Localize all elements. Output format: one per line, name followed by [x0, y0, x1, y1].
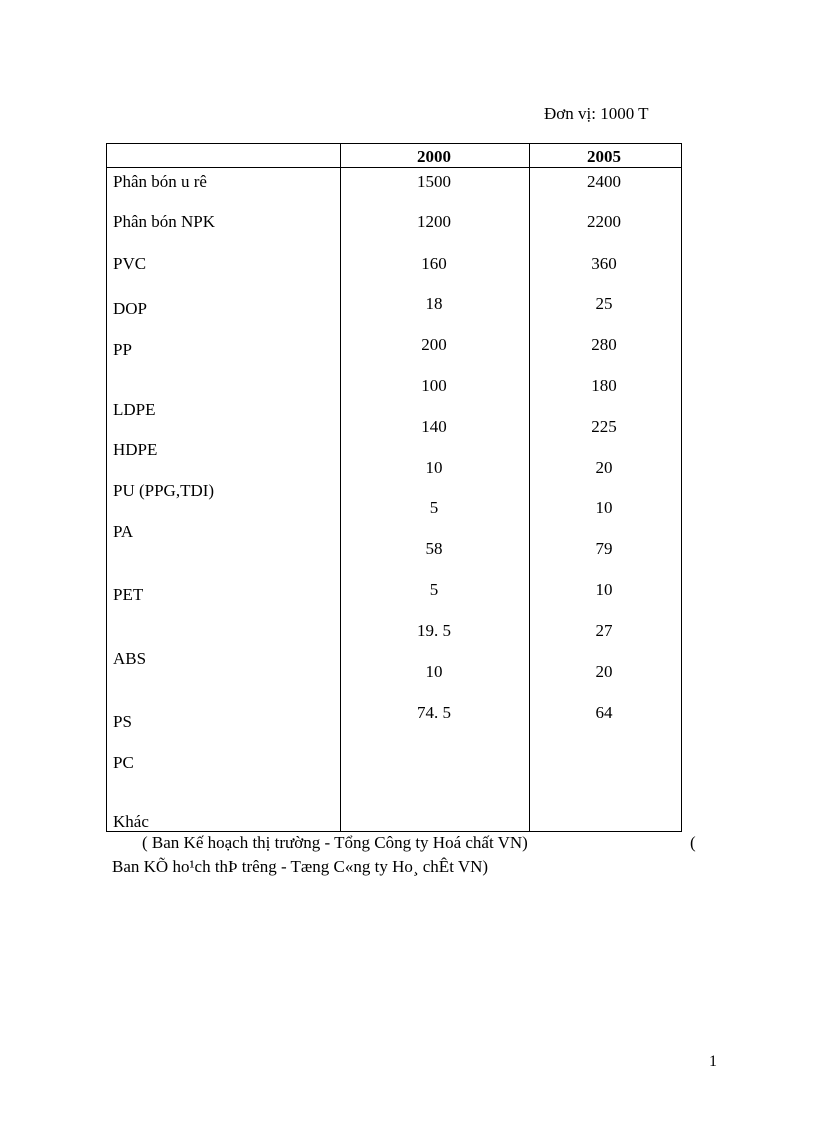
row-label: PC [113, 753, 134, 772]
cell-2000: 160 [421, 254, 447, 273]
cell-2005: 360 [591, 254, 617, 273]
page-number: 1 [709, 1053, 717, 1070]
cell-2005: 20 [595, 662, 613, 681]
cell-2005: 20 [595, 458, 613, 477]
row-label: HDPE [113, 440, 158, 459]
column-divider [529, 144, 530, 831]
source-note-garbled: Ban KÕ ho¹ch thÞ trêng - Tæng C«ng ty Ho¸ chÊt VN) [112, 857, 489, 876]
cell-2000: 200 [421, 335, 447, 354]
cell-2005: 2400 [587, 172, 621, 191]
cell-2000: 1500 [417, 172, 451, 191]
row-label: Phân bón u rê [113, 172, 207, 191]
cell-2000: 5 [429, 580, 439, 599]
row-label: PS [113, 712, 132, 731]
cell-2005: 79 [595, 539, 613, 558]
cell-2005: 64 [595, 703, 613, 722]
cell-2005: 280 [591, 335, 617, 354]
row-label: Khác [113, 812, 149, 831]
cell-2005: 25 [595, 294, 613, 313]
row-label: PU (PPG,TDI) [113, 481, 215, 500]
row-label: PVC [113, 254, 147, 273]
cell-2005: 180 [591, 376, 617, 395]
cell-2000: 18 [425, 294, 443, 313]
cell-2000: 10 [425, 662, 443, 681]
unit-label: Đơn vị: 1000 T [544, 104, 649, 123]
cell-2000: 1200 [417, 212, 451, 231]
row-label: Phân bón NPK [113, 212, 216, 231]
cell-2000: 19. 5 [417, 621, 451, 640]
row-label: PET [113, 585, 144, 604]
cell-2005: 27 [595, 621, 613, 640]
row-label: ABS [113, 649, 147, 668]
cell-2005: 225 [591, 417, 617, 436]
cell-2005: 10 [595, 580, 613, 599]
row-label: DOP [113, 299, 148, 318]
data-table [106, 143, 682, 832]
column-divider [340, 144, 341, 831]
row-label: PA [113, 522, 134, 541]
cell-2000: 58 [425, 539, 443, 558]
column-header-2000: 2000 [417, 147, 451, 166]
row-label: PP [113, 340, 132, 359]
column-header-2005: 2005 [587, 147, 621, 166]
source-note-paren: ( [690, 833, 696, 852]
header-divider [107, 167, 681, 168]
cell-2005: 10 [595, 498, 613, 517]
cell-2000: 10 [425, 458, 443, 477]
cell-2000: 5 [429, 498, 439, 517]
cell-2005: 2200 [587, 212, 621, 231]
cell-2000: 100 [421, 376, 447, 395]
cell-2000: 74. 5 [417, 703, 451, 722]
source-note: ( Ban Kế hoạch thị trường - Tổng Công ty Hoá chất VN) [142, 833, 528, 852]
cell-2000: 140 [421, 417, 447, 436]
row-label: LDPE [113, 400, 156, 419]
